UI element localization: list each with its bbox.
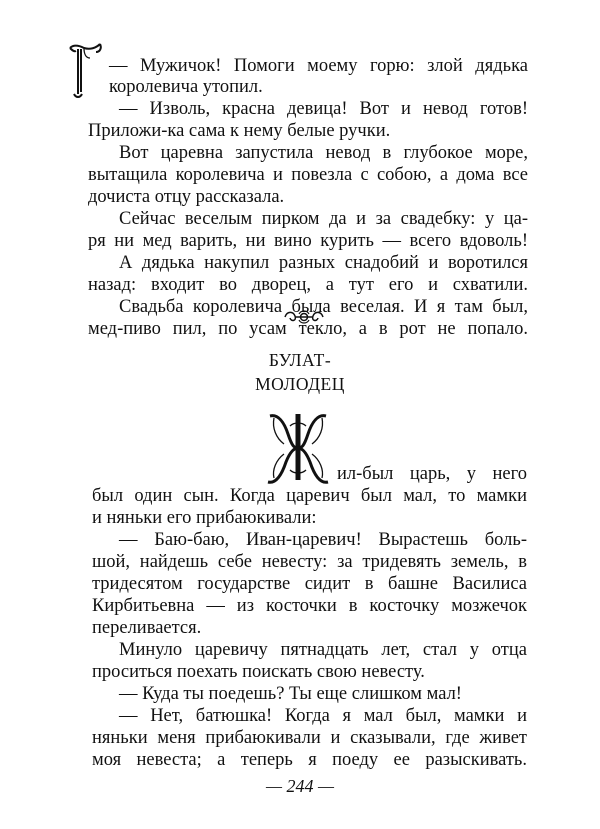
text-line: — Куда ты поедешь? Ты еще слишком мал! [119,684,462,704]
text-line: тридесятом государстве сидит в башне Василиса [92,574,527,594]
text-line: переливается. [92,618,202,638]
text-line: ил-был царь, у него [337,464,527,484]
text-line: Кирбитьевна — из косточки в косточку мозжечок [92,596,527,616]
text-line: был один сын. Когда царевич был мал, то мамки [92,486,527,506]
story-title-line1: БУЛАТ- [268,350,332,370]
dropcap-zh-ornament [262,408,334,486]
text-line: Вот царевна запустила невод в глубокое море, [119,143,528,163]
dropcap-g-ornament [64,40,106,102]
text-line: моя невеста; а теперь я поеду ее разыскивать. [92,750,527,770]
text-line: няньки меня прибаюкивали и сказывали, где живет [92,728,527,748]
text-line: дочиста отцу рассказала. [88,187,285,207]
text-line: — Мужичок! Помоги моему горю: злой дядька [109,56,528,76]
text-line: мед-пиво пил, по усам текло, а в рот не попало. [88,319,528,339]
text-line: Сейчас веселым пирком да и за свадебку: у ца- [119,209,528,229]
text-line: ря ни мед варить, ни вино курить — всего вдоволь! [88,231,528,251]
text-line: Свадьба королевича была веселая. И я там был, [119,297,528,317]
story-title-line2: МОЛОДЕЦ [255,374,345,394]
text-line: вытащила королевича и повезла с собою, а дома все [88,165,528,185]
text-line: назад: входит во дворец, а тут его и схватили. [88,275,528,295]
text-line: — Нет, батюшка! Когда я мал был, мамки и [119,706,527,726]
page-number: — 244 — [265,776,334,796]
text-line: А дядька накупил разных снадобий и воротился [119,253,528,273]
text-line: — Изволь, красна девица! Вот и невод готов! [119,99,528,119]
text-line: Приложи-ка сама к нему белые ручки. [88,121,391,141]
text-line: проситься поехать поискать свою невесту. [92,662,425,682]
text-line: Минуло царевичу пятнадцать лет, стал у отца [119,640,527,660]
text-line: шой, найдешь себе невесту: за тридевять земель, в [92,552,527,572]
text-line: — Баю-баю, Иван-царевич! Вырастешь боль- [119,530,527,550]
text-line: королевича утопил. [109,77,263,97]
text-line: и няньки его прибаюкивали: [92,508,317,528]
ornament-divider-icon [281,308,327,326]
